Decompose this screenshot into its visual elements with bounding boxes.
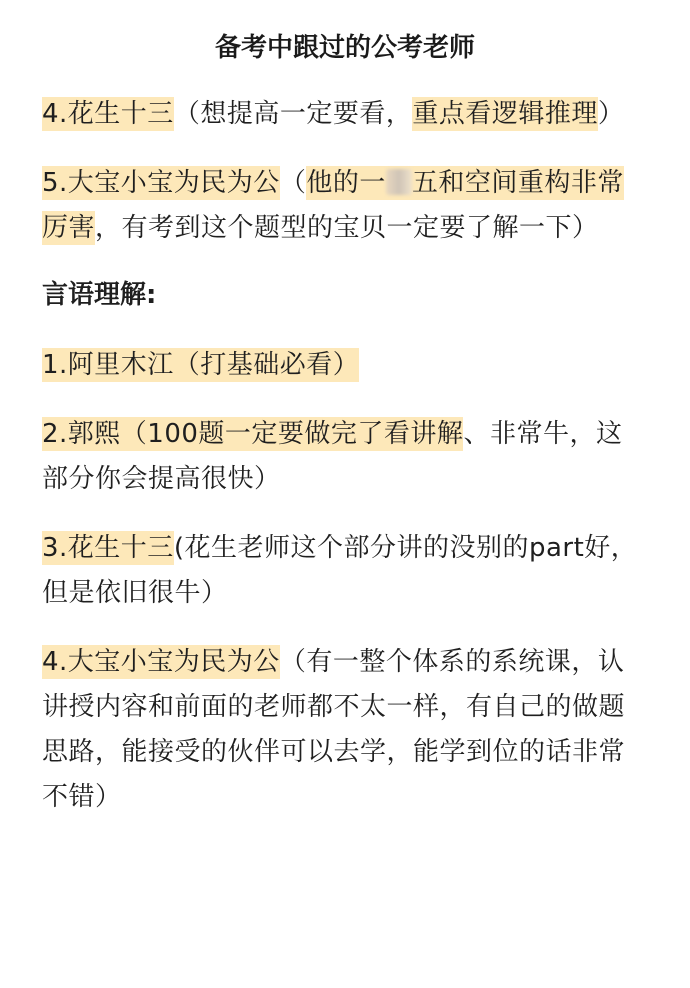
list-item [42,343,648,388]
note-text: 、非常牛，这部分你会提高很快） [42,419,623,494]
teacher-highlight: 1.阿里木江（打基础必看） [42,350,360,380]
teacher-name-highlight: 4.花生十三 [42,99,174,129]
list-item [42,412,648,502]
blurred-character [386,169,412,195]
list-item [42,640,648,820]
note-text: (花生老师这个部分讲的没别的part好，但是依旧很牛） [42,533,638,608]
note-text: （有一整个体系的系统课，认讲授内容和前面的老师都不太一样，有自己的做题思路，能接受的伙伴可以去学，能学到位的话非常不错） [42,647,626,812]
note-highlight-part: 五和空间重构非 [411,168,598,198]
note-highlight: 重点看逻辑推理 [412,99,598,129]
teacher-highlight: 4.大宝小宝为民为公 [42,647,280,677]
list-item [42,92,648,137]
note-text: （ [279,168,307,198]
note-end: ） [597,99,625,129]
teacher-highlight: 3.花生十三 [42,533,174,563]
note-highlight-part: 常厉害 [42,168,624,243]
note-end: ，有考到这个题型的宝贝一定要了解一下） [95,213,599,243]
list-item [42,526,648,616]
note-text: （想提高一定要看， [173,99,413,129]
note-highlight-part: 他的一 [306,168,386,198]
list-item [42,161,648,251]
page-title: 备考中跟过的公考老师 [214,33,475,63]
section-heading: 言语理解: [42,280,157,310]
teacher-name-highlight: 5.大宝小宝为民为公 [42,168,280,198]
teacher-highlight: 2.郭熙（100题一定要做完了看讲解 [42,419,464,449]
